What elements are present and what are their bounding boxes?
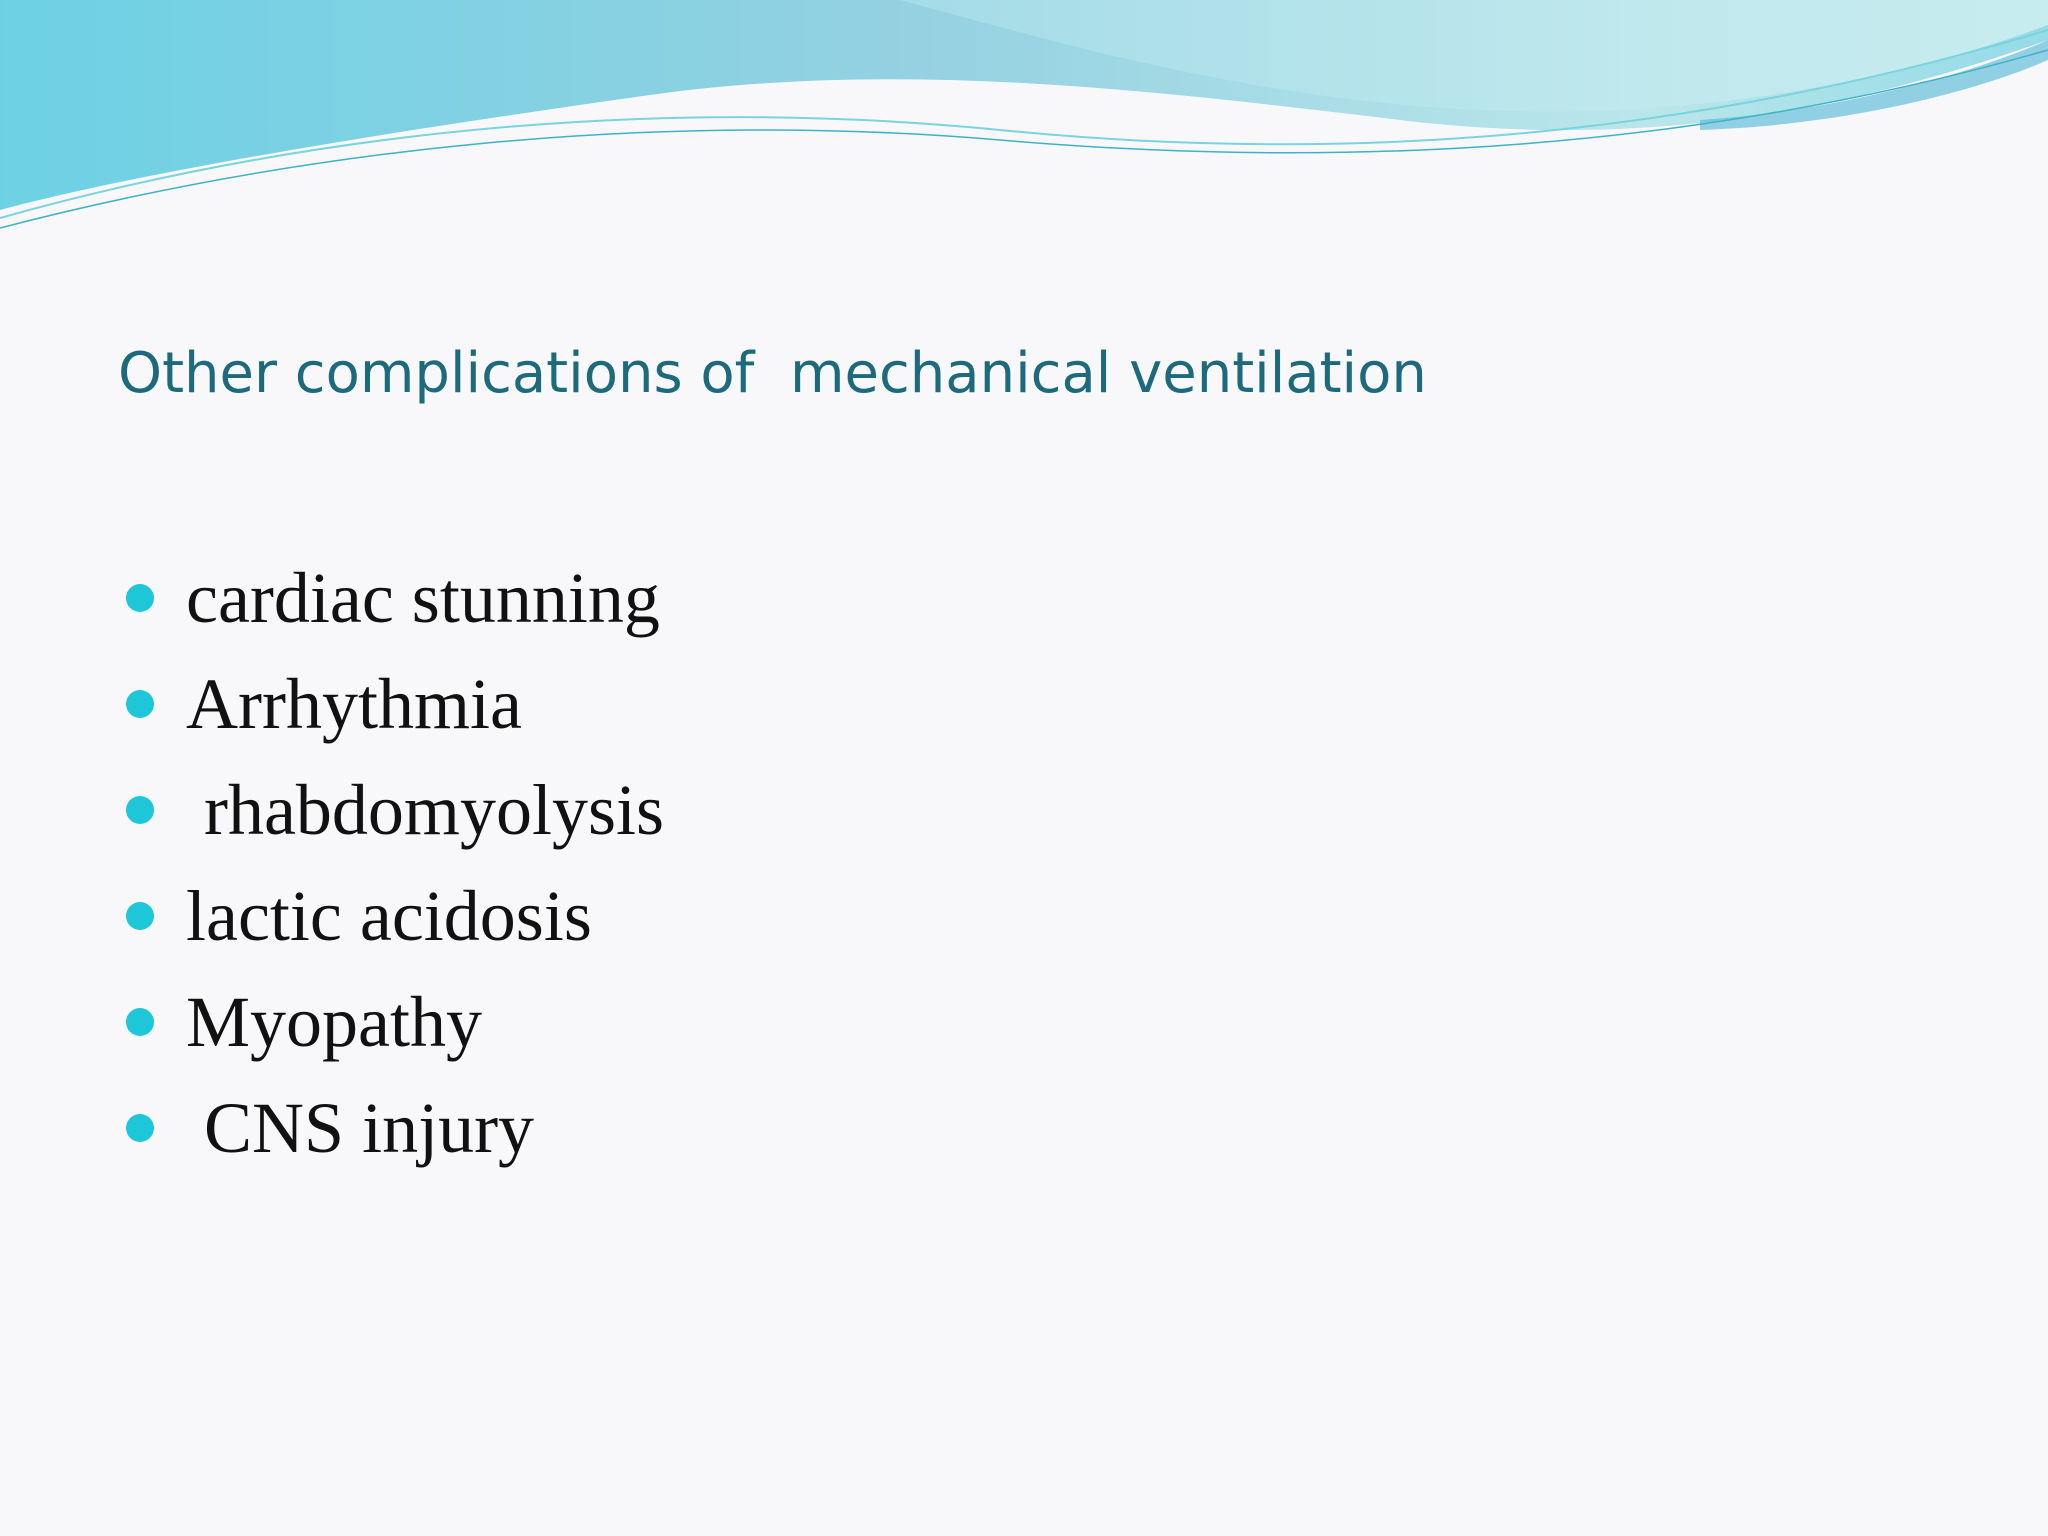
list-item xyxy=(126,757,664,863)
bullet-icon xyxy=(126,1114,154,1142)
bullet-icon xyxy=(126,1008,154,1036)
slide-title: Other complications of mechanical ventilation xyxy=(118,341,1427,406)
bullet-icon xyxy=(126,902,154,930)
bullet-text: rhabdomyolysis xyxy=(186,770,664,850)
bullet-text: lactic acidosis xyxy=(186,876,592,956)
list-item xyxy=(126,651,664,757)
list-item xyxy=(126,969,664,1075)
bullet-text: cardiac stunning xyxy=(186,558,660,638)
list-item xyxy=(126,545,664,651)
bullet-text: CNS injury xyxy=(186,1088,535,1168)
bullet-list xyxy=(126,545,664,1181)
bullet-text: Arrhythmia xyxy=(186,664,522,744)
bullet-icon xyxy=(126,584,154,612)
header-wave-decoration xyxy=(0,0,2048,260)
list-item xyxy=(126,1075,664,1181)
bullet-text: Myopathy xyxy=(186,982,482,1062)
bullet-icon xyxy=(126,796,154,824)
list-item xyxy=(126,863,664,969)
bullet-icon xyxy=(126,690,154,718)
